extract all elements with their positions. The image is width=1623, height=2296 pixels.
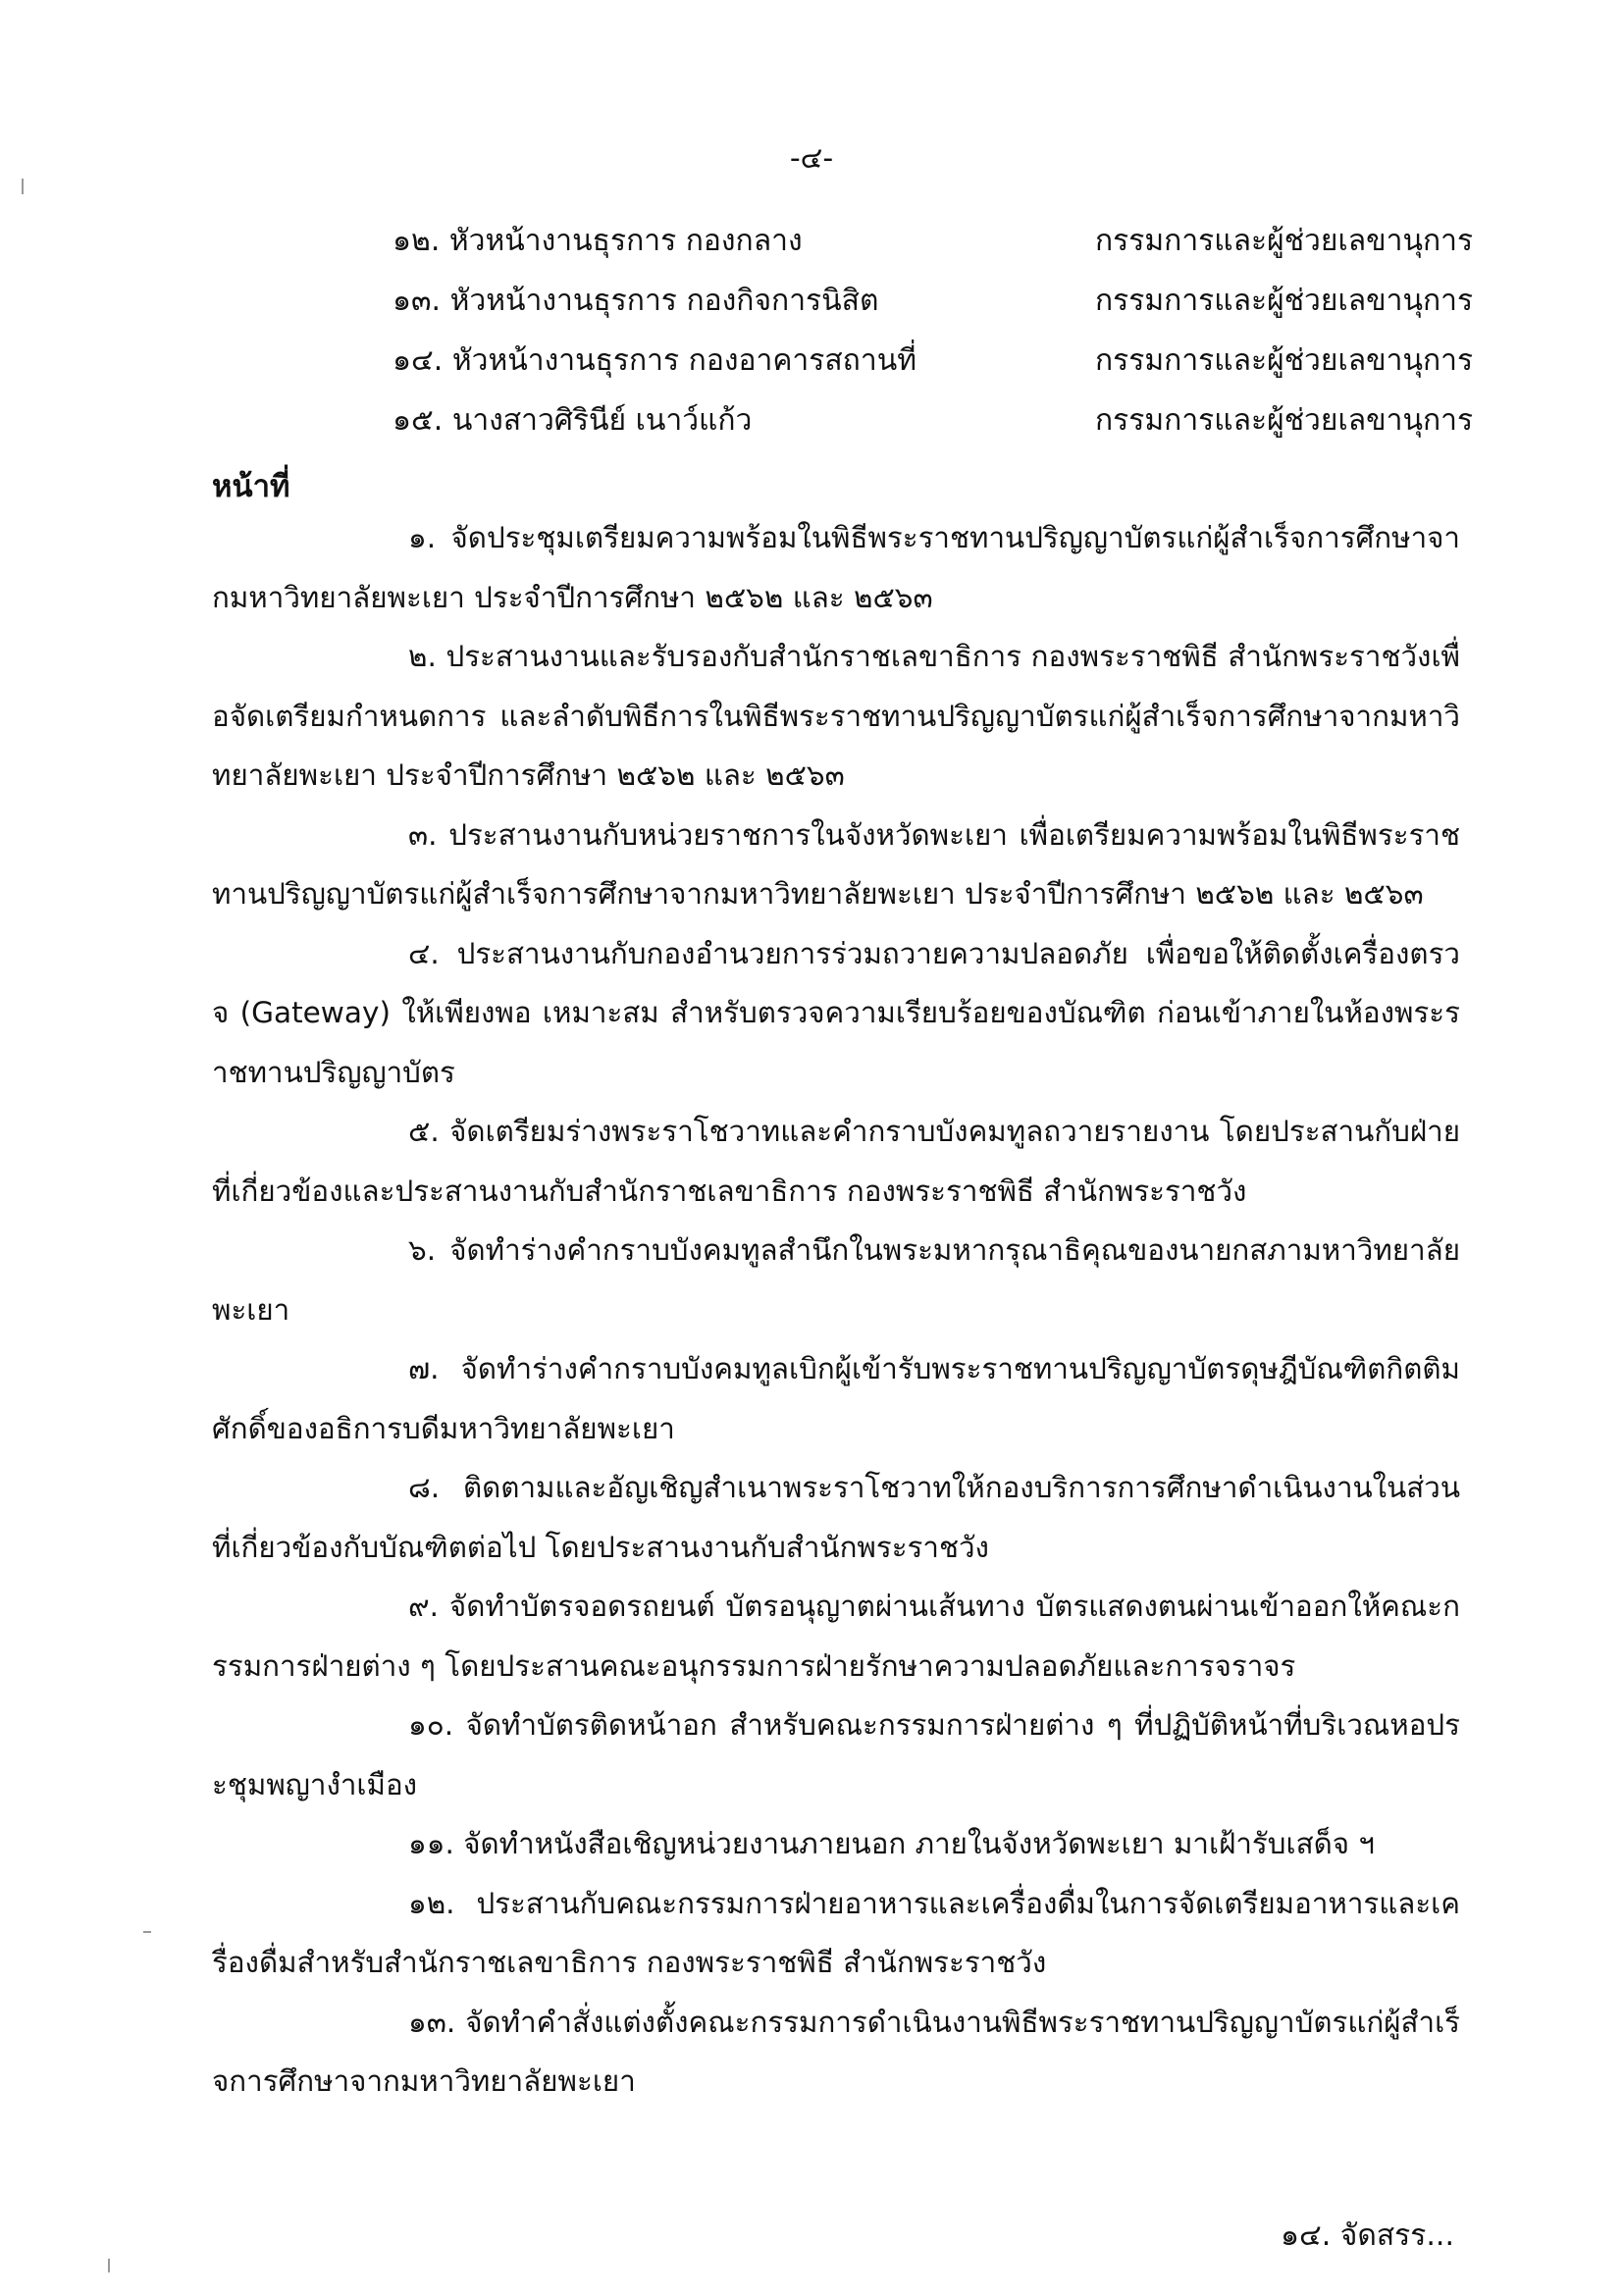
duty-item: ๙. จัดทำบัตรจอดรถยนต์ บัตรอนุญาตผ่านเส้นทาง บัตรแสดงตนผ่านเข้าออกให้คณะกรรมการฝ่ายต่าง ๆ โดยประสานคณะอนุกรรมการฝ่ายรักษาความปลอดภัยและการจราจร — [212, 1590, 1460, 1683]
member-role: กรรมการและผู้ช่วยเลขานุการ — [1095, 224, 1474, 258]
scan-mark — [143, 1931, 151, 1933]
duty-item: ๑. จัดประชุมเตรียมความพร้อมในพิธีพระราชทานปริญญาบัตรแก่ผู้สำเร็จการศึกษาจากมหาวิทยาลัยพะเยา ประจำปีการศึกษา ๒๕๖๒ และ ๒๕๖๓ — [212, 521, 1460, 614]
member-row — [0, 220, 1623, 263]
page-number: -๔- — [789, 141, 834, 176]
duty-item: ๕. จัดเตรียมร่างพระราโชวาทและคำกราบบังคมทูลถวายรายงาน โดยประสานกับฝ่ายที่เกี่ยวข้องและประสานงานกับสำนักราชเลขาธิการ กองพระราชพิธี สำนักพระราชวัง — [212, 1115, 1460, 1208]
member-name: ๑๕. นางสาวศิรินีย์ เนาว์แก้ว — [393, 403, 753, 438]
duty-item: ๑๓. จัดทำคำสั่งแต่งตั้งคณะกรรมการดำเนินงานพิธีพระราชทานปริญญาบัตรแก่ผู้สำเร็จการศึกษาจากมหาวิทยาลัยพะเยา — [212, 2005, 1460, 2098]
duty-item: ๗. จัดทำร่างคำกราบบังคมทูลเบิกผู้เข้ารับพระราชทานปริญญาบัตรดุษฎีบัณฑิตกิตติมศักดิ์ของอธิการบดีมหาวิทยาลัยพะเยา — [212, 1352, 1460, 1445]
member-role: กรรมการและผู้ช่วยเลขานุการ — [1095, 403, 1474, 438]
duty-item: ๑๑. จัดทำหนังสือเชิญหน่วยงานภายนอก ภายในจังหวัดพะเยา มาเฝ้ารับเสด็จ ฯ — [408, 1827, 1375, 1860]
member-name: ๑๓. หัวหน้างานธุรการ กองกิจการนิสิต — [393, 284, 879, 318]
duty-item: ๓. ประสานงานกับหน่วยราชการในจังหวัดพะเยา เพื่อเตรียมความพร้อมในพิธีพระราชทานปริญญาบัตรแก่ผู้สำเร็จการศึกษาจากมหาวิทยาลัยพะเยา ประจำปีการศึกษา ๒๕๖๒ และ ๒๕๖๓ — [212, 817, 1460, 911]
duty-item: ๑๒. ประสานกับคณะกรรมการฝ่ายอาหารและเครื่องดื่มในการจัดเตรียมอาหารและเครื่องดื่มสำหรับสำนักราชเลขาธิการ กองพระราชพิธี สำนักพระราชวัง — [212, 1886, 1460, 1979]
member-role: กรรมการและผู้ช่วยเลขานุการ — [1095, 343, 1474, 378]
duties-list — [212, 508, 1460, 2112]
member-name: ๑๒. หัวหน้างานธุรการ กองกลาง — [393, 224, 803, 258]
member-row — [0, 399, 1623, 443]
continuation-text: ๑๔. จัดสรร... — [1280, 2218, 1454, 2253]
duty-item: ๑๐. จัดทำบัตรติดหน้าอก สำหรับคณะกรรมการฝ่ายต่าง ๆ ที่ปฏิบัติหน้าที่บริเวณหอประชุมพญางำเมือง — [212, 1708, 1460, 1801]
member-role: กรรมการและผู้ช่วยเลขานุการ — [1095, 284, 1474, 318]
duty-item: ๖. จัดทำร่างคำกราบบังคมทูลสำนึกในพระมหากรุณาธิคุณของนายกสภามหาวิทยาลัยพะเยา — [212, 1233, 1460, 1327]
scan-mark — [108, 2259, 110, 2272]
duty-item: ๔. ประสานงานกับกองอำนวยการร่วมถวายความปลอดภัย เพื่อขอให้ติดตั้งเครื่องตรวจ (Gateway) ให้เพียงพอ เหมาะสม สำหรับตรวจความเรียบร้อยของบัณฑิต ก่อนเข้าภายในห้องพระราชทานปริญญาบัตร — [212, 936, 1460, 1089]
member-name: ๑๔. หัวหน้างานธุรการ กองอาคารสถานที่ — [393, 343, 916, 378]
member-row — [0, 280, 1623, 323]
scan-mark — [22, 179, 24, 194]
duties-heading: หน้าที่ — [212, 469, 290, 504]
duty-item: ๒. ประสานงานและรับรองกับสำนักราชเลขาธิการ กองพระราชพิธี สำนักพระราชวังเพื่อจัดเตรียมกำหนดการ และลำดับพิธีการในพิธีพระราชทานปริญญาบัตรแก่ผู้สำเร็จการศึกษาจากมหาวิทยาลัยพะเยา ประจำปีการศึกษา ๒๕๖๒ และ ๒๕๖๓ — [212, 640, 1460, 792]
duty-item: ๘. ติดตามและอัญเชิญสำเนาพระราโชวาทให้กองบริการการศึกษาดำเนินงานในส่วนที่เกี่ยวข้องกับบัณฑิตต่อไป โดยประสานงานกับสำนักพระราชวัง — [212, 1471, 1460, 1564]
member-row — [0, 339, 1623, 383]
